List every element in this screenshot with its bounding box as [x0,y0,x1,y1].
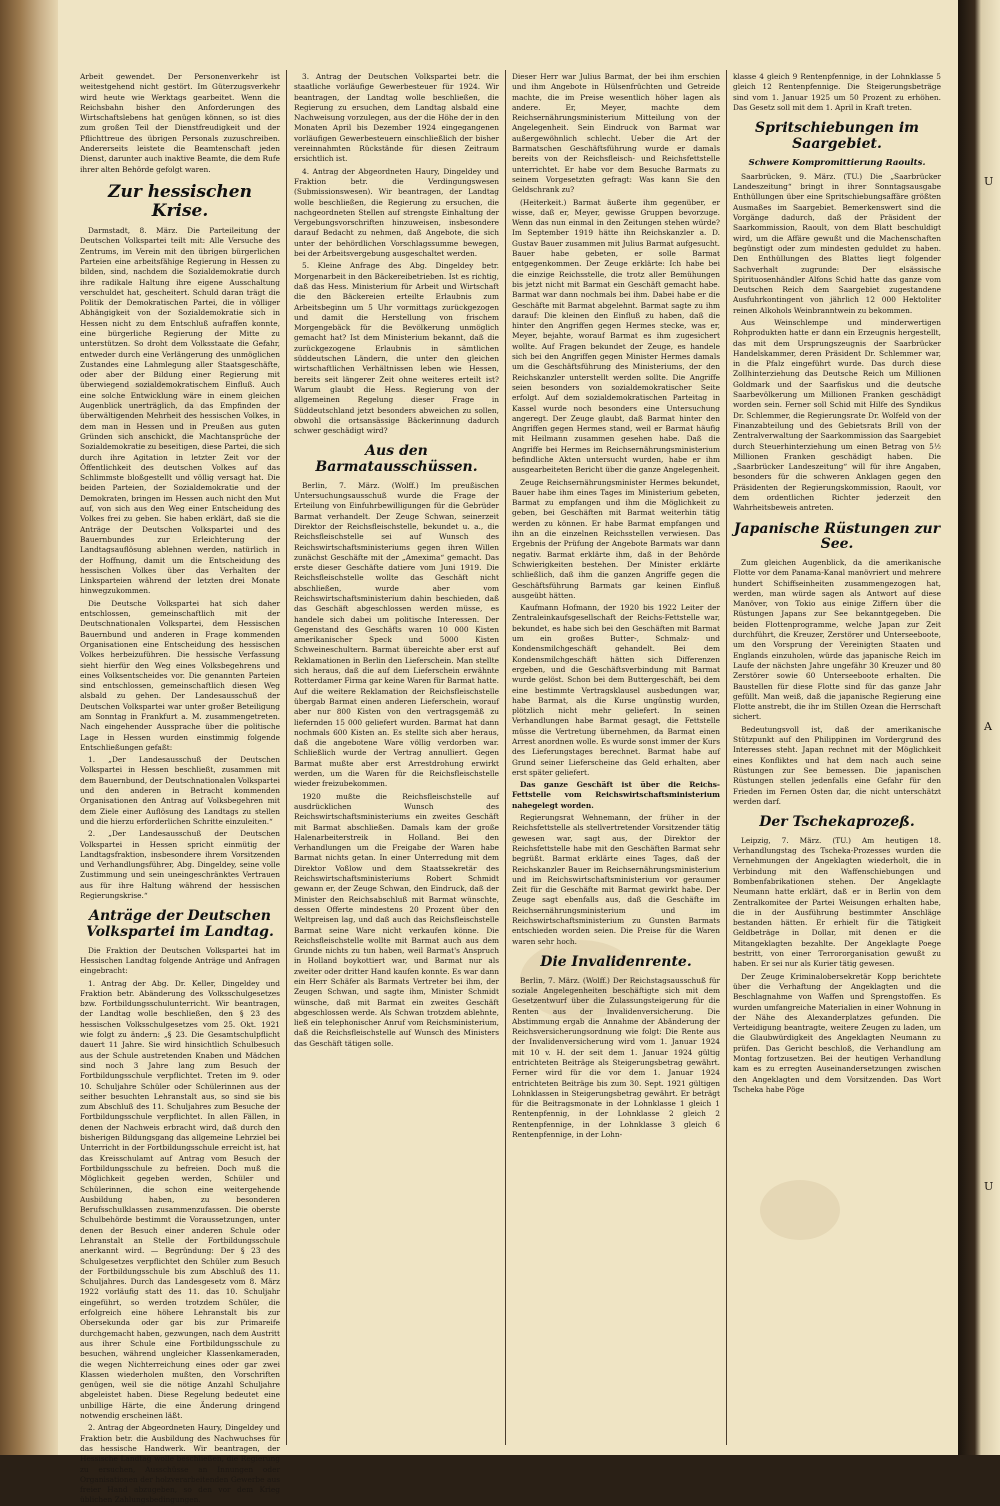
paragraph: Der Zeuge Kriminalobersekretär Kopp berichtete über die Verhaftung der Angeklagten und die Beschlagnahme von Waffen und Sprengstoffen. Es wurden umfangreiche Materialien in einer Wohnung in der Nähe des Alexanderplatzes gefunden. Die Verteidigung beantragte, weitere Zeugen zu laden, um die Glaubwürdigkeit des Angeklagten Neumann zu prüfen. Das Gericht beschloß, die Verhandlung am Montag fortzusetzen. Bei der heutigen Verhandlung kam es zu erregten Auseinandersetzungen zwischen den Angeklagten und dem Vorsitzenden. Das Wort Tscheka habe Pöge [733,971,941,1094]
column-1 [80,72,280,1505]
column-rule [286,70,287,1445]
paragraph: Arbeit gewendet. Der Personenverkehr ist weitestgehend nicht gestört. Im Güterzugsverkehr wird heute wie Werktags gearbeitet. Wenn die Reichsbahn bisher den Anforderungen des Wirtschaftslebens hat genügen können, so ist dies zum großen Teil der Dienstfreudigkeit und der Pflichttreue des übrigen Personals zuzuschreiben. Andererseits leistete die Beamtenschaft jeden Dienst, darunter auch inaktive Beamte, die dem Rufe ihrer alten Behörde gefolgt waren. [80,72,280,174]
paragraph: 2. Antrag der Abgeordneten Haury, Dingeldey und Fraktion betr. die Ausbildung des Nachwuchses für das hessische Handwerk. Wir beantragen, der Hessische Landtag wolle beschließen, die Regierung zu ersuchen, Ausschüsse an Innungen oder Organisationen der holzverarbeitenden Gewerbe aus freier Hand abzugeben, so den vor dem Krieg üblichen Zahlungsbedingungen. [80,1423,280,1505]
paragraph: 2. „Der Landesausschuß der Deutschen Volkspartei in Hessen spricht einmütig der Landtagsfraktion, insbesondere ihrem Vorsitzenden und Verhandlungsführer, Abg. Dingeldey, seine volle Zustimmung und sein uneingeschränktes Vertrauen aus für ihre Haltung während der hessischen Regierungskrise.“ [80,829,280,901]
paragraph: Zum gleichen Augenblick, da die amerikanische Flotte vor dem Panama-Kanal manövriert und mehrere hundert Schiffseinheiten zusammengezogen hat, werden, man würde sagen als Antwort auf diese Manöver, von Tokio aus einige Ziffern über die Rüstungen Japans zur See bekanntgegeben. Die beiden Flottenprogramme, welche Japan zur Zeit durchführt, die Kreuzer, Zerstörer und Unterseeboote, um den Vorsprung der Vereinigten Staaten und Englands einzuholen, würde das japanische Reich im Laufe der nächsten Jahre ungefähr 30 Kreuzer und 80 Zerstörer sowie 60 Unterseeboote erhalten. Die Baustellen für diese Flotte sind für das ganze Jahr gefüllt. Man weiß, daß die japanische Regierung eine Flotte anstrebt, die ihr im Stillen Ozean die Herrschaft sichert. [733,557,941,722]
column-4 [733,72,941,1442]
paragraph: Kaufmann Hofmann, der 1920 bis 1922 Leiter der Zentraleinkaufsgesellschaft der Reichs-Fettstelle war, bekundet, es habe sich bei den Geschäften mit Barmat um ein großes Butter-, Schmalz- und Kondensmilchgeschäft gehandelt. Bei dem Kondensmilchgeschäft hätten sich Differenzen ergeben, und die Geschäftsverbindung mit Barmat wurde gelöst. Schon bei dem Buttergeschäft, bei dem eine bestimmte Vertragsklausel ausbedungen war, habe Barmat, als die Kurse ungünstig wurden, plötzlich nicht mehr geliefert. In seinen Verhandlungen habe Barmat gesagt, die Fettstelle müsse die Vertretung übernehmen, da Barmat einen Arrest anordnen wolle. Es wurde sonst immer der Kurs des Lieferungstages berechnet. Barmat habe auf Grund seiner Lieferscheine das Geld erhalten, aber erst später geliefert. [512,603,720,777]
paragraph: Berlin, 7. März. (Wolff.) Der Reichstagsausschuß für soziale Angelegenheiten beschäftigte sich mit dem Gesetzentwurf über die Zulassungsteigerung für die Renten aus der Invalidenversicherung. Die Abstimmung ergab die Annahme der Abänderung der Reichsversicherungsordnung wie folgt: Die Rente aus der Invalidenversicherung wird vom 1. Januar 1924 mit 10 v. H. der seit dem 1. Januar 1924 gültig entrichteten Beiträge als Steigerungsbetrag gewährt. Ferner wird für die vor dem 1. Januar 1924 entrichteten Beiträge bis zum 30. Sept. 1921 gültigen Lohnklassen in Steigerungsbetrag gewährt. Er beträgt für die Beitragsmonate in der Lohnklasse 1 gleich 1 Rentenpfennig, in der Lohnklasse 2 gleich 2 Rentenpfennige, in der Lohnklasse 3 gleich 6 Rentenpfennige, in der Lohn- [512,975,720,1140]
headline-hessische-krise: Zur hessischen Krise. [108,181,252,221]
paragraph: Die Deutsche Volkspartei hat sich daher entschlossen, gemeinschaftlich mit der Deutschnationalen Volkspartei, dem Hessischen Bauernbund und anderen in Frage kommenden Organisationen eine Entscheidung des hessischen Volkes herbeizuführen. Die hessische Verfassung sieht hierfür den Weg eines Volksbegehrens und eines Volksentscheides vor. Die genannten Parteien sind entschlossen, gemeinschaftlich diesen Weg alsbald zu gehen. Der Landesausschuß der Deutschen Volkspartei war unter großer Beteiligung am Sonntag in Frankfurt a. M. zusammengetreten. Nach eingehender Aussprache über die politische Lage in Hessen wurden einstimmig folgende Entschließungen gefaßt: [80,598,280,752]
paragraph: 1. „Der Landesausschuß der Deutschen Volkspartei in Hessen beschließt, zusammen mit dem Bauernbund, der Deutschnationalen Volkspartei und den anderen in Betracht kommenden Organisationen den Antrag auf Volksbegehren mit dem Ziele einer Auflösung des Landtags zu stellen und die hierzu erforderlichen Schritte einzuleiten.“ [80,755,280,826]
column-rule [726,70,727,1445]
paragraph: 4. Antrag der Abgeordneten Haury, Dingeldey und Fraktion betr. die Verdingungswesen (Submissionswesen). Wir beantragen, der Landtag wolle beschließen, die Regierung zu ersuchen, die nachgeordneten Stellen auf strengste Einhaltung der Vergebungsvorschriften hinzuweisen, insbesondere darauf Bedacht zu nehmen, daß Angebote, die sich unter der behördlichen Vorschlagssumme bewegen, bei der Arbeitsvergebung ausgeschaltet werden. [294,166,499,259]
paragraph: 3. Antrag der Deutschen Volkspartei betr. die staatliche vorläufige Gewerbesteuer für 1924. Wir beantragen, der Landtag wolle beschließen, die Regierung zu ersuchen, dem Landtag alsbald eine Nachweisung vorzulegen, aus der die Höhe der in den Monaten April bis Dezember 1924 eingegangenen vorläufigen Gewerbesteuern einschließlich der bisher vereinnahmten Rückstände für diesen Zeitraum ersichtlich ist. [294,72,499,164]
headline-spritschiebungen: Spritschiebungen im Saargebiet. [755,120,919,152]
headline-antraege-dvp: Anträge der Deutschen Volkspartei im Landtag. [86,908,274,940]
paragraph: Saarbrücken, 9. März. (TU.) Die „Saarbrücker Landeszeitung“ bringt in ihrer Sonntagsausgabe Enthüllungen über eine Spritschiebungsaffäre größten Ausmaßes im Saargebiet. Bemerkenswert sind die Vorgänge dadurch, daß der Präsident der Saarkommission, Raoult, von dem Blatt beschuldigt wird, um die Affäre gewußt und die Machenschaften begünstigt oder zum mindesten geduldet zu haben. Den Enthüllungen des Blattes liegt folgender Sachverhalt zugrunde: Der elsässische Spirituosenhändler Alfons Schid hatte das ganze vom Deutschen Reich dem Saargebiet zugestandene Ausfuhrkontingent von jährlich 12 000 Hektoliter reinen Alkohols Weinbranntwein zu bekommen. [733,171,941,315]
adjacent-page-fragment: A [984,720,992,733]
paragraph: Die Fraktion der Deutschen Volkspartei hat im Hessischen Landtag folgende Anträge und Anfragen eingebracht: [80,945,280,976]
column-3 [512,72,720,1442]
subheadline-raoult: Schwere Kompromittierung Raoults. [748,157,926,168]
paragraph: Leipzig, 7. März. (TU.) Am heutigen 18. Verhandlungstag des Tscheka-Prozesses wurden die Vernehmungen der Angeklagten wiederholt, die in Verbindung mit den Waffenschiebungen und Bombenfabrikationen stehen. Der Angeklagte Neumann hatte erklärt, daß er in Berlin von dem Zentralkomitee der Partei Weisungen erhalten habe, die in der Ausführung bestimmter Anschläge bestanden hätten. Er erhielt für die Tätigkeit Geldbeträge in Dollar, mit denen er die Mitangeklagten bezahlte. Der Angeklagte Poege bestritt, von einer Terrororganisation gewußt zu haben. Er sei nur als Kurier tätig gewesen. [733,835,941,969]
paragraph: Das ganze Geschäft ist über die Reichs-Fettstelle vom Reichswirtschaftsministerium nahegelegt worden. [512,780,720,810]
headline-japanische-ruestungen: Japanische Rüstungen zur See. [733,520,941,553]
paragraph: 1. Antrag der Abg. Dr. Keller, Dingeldey und Fraktion betr. Abänderung des Volksschulgesetzes bzw. Fortbildungsschulunterricht. Wir beantragen, der Landtag wolle beschließen, den § 23 des hessischen Volksschulgesetzes vom 25. Okt. 1921 wie folgt zu ändern: „§ 23. Die Gesamtschulpflicht dauert 11 Jahre. Sie wird hinsichtlich Schulbesuch aus der Schule austretenden Knaben und Mädchen sind noch 3 Jahre lang zum Besuch der Fortbildungsschule verpflichtet. Treten im 9. oder 10. Schuljahre Schüler oder Schülerinnen aus der seither besuchten Lehranstalt aus, so sind sie bis zum Abschluß des 11. Schuljahres zum Besuche der Fortbildungsschule verpflichtet. In allen Fällen, in denen der Nachweis erbracht wird, daß durch den bisherigen Bildungsgang das allgemeine Lehrziel bei Unterricht in der Fortbildungsschule erreicht ist, hat das Kreisschulamt auf Antrag vom Besuch der Fortbildungsschule zu befreien. Doch muß die Möglichkeit gegeben werden, Schüler und Schülerinnen, die schon eine weitergehende Ausbildung haben, zu besonderen Berufsschulklassen zusammenzufassen. Die oberste Schulbehörde bestimmt die Voraussetzungen, unter denen der Besuch einer anderen Schule oder Lehranstalt an Stelle der Fortbildungsschule anerkannt wird. — Begründung: Der § 23 des Schulgesetzes verpflichtet den Schüler zum Besuch der Fortbildungsschule bis zum Abschluß des 11. Schuljahres. Durch das Landesgesetz vom 8. März 1922 vorläufig statt des 11. das 10. Schuljahr eingeführt, so werden trotzdem Schüler, die erfolgreich eine höhere Lehranstalt bis zur Obersekunda oder gar bis zur Primareife durchgemacht haben, gezwungen, nach dem Austritt aus ihrer Schule eine Fortbildungsschule zu besuchen, während ungleicher Klassenkameraden, die wegen Nichterreichung eines oder gar zwei Klassen wiederholen mußten, den Vorschriften genügen, weil sie die nötige Anzahl Schuljahre abgeleistet haben. Diese Regelung bedeutet eine unbillige Härte, die eine Änderung dringend notwendig erscheinen läßt. [80,978,280,1421]
paragraph: Darmstadt, 8. März. Die Parteileitung der Deutschen Volkspartei teilt mit: Alle Versuche des Zentrums, im Verein mit den übrigen bürgerlichen Parteien eine arbeitsfähige Regierung in Hessen zu bilden, sind, nachdem die Sozialdemokratie durch ihre radikale Haltung ihre eigene Ausschaltung verschuldet hat, gescheitert. Schuld daran trägt die Politik der Demokratischen Partei, die in völliger Abhängigkeit von der Sozialdemokratie sich in Hessen nicht zu dem Entschluß aufraffen konnte, eine bürgerliche Regierung der Mitte zu unterstützen. So droht dem Volksstaate die Gefahr, entweder durch eine Verlängerung des unmöglichen Zustandes eine Lahmlegung aller Staatsgeschäfte, oder aber der Bildung einer Regierung mit überwiegend sozialdemokratischem Einfluß. Auch eine solche Entwicklung wäre in einem gleichen Augenblick unerträglich, da das Empfinden der überwältigenden Mehrheit des hessischen Volkes, in dem man in Hessen und in Preußen aus guten Gründen sich anschickt, die Machtansprüche der Sozialdemokratie zu beseitigen, diese Partei, die sich durch ihre Agitation in letzter Zeit vor der Öffentlichkeit des deutschen Volkes auf das Schlimmste bloßgestellt und völlig versagt hat. Die beiden Parteien, der Sozialdemokratie und der Demokraten, bringen im Hessen auch nicht den Mut auf, von sich aus den Weg einer Entscheidung des Volkes frei zu geben. Sie haben erklärt, daß sie die Anträge der Deutschen Volkspartei und des Bauernbundes zur Erleichterung der Landtagsauflösung ablehnen werden, natürlich in der Hoffnung, damit um die Entscheidung des hessischen Volkes über das Verhalten der Linksparteien während der letzten drei Monate hinwegzukommen. [80,226,280,596]
adjacent-page-fragment: U [984,1180,994,1193]
adjacent-page-edge [958,0,1000,1455]
paragraph: Berlin, 7. März. (Wolff.) Im preußischen Untersuchungsausschuß wurde die Frage der Erteilung von Einfuhrbewilligungen für die Gebrüder Barmat verhandelt. Der Zeuge Schwan, seinerzeit Direktor der Reichsfleischstelle, bekundet u. a., die Reichsfleischstelle sei auf Wunsch des Reichswirtschaftsministeriums gegen ihren Willen zunächst Geschäfte mit der „Amexima“ gemacht. Das erste dieser Geschäfte datiere vom Juni 1919. Die Reichsfleischstelle wollte das Geschäft nicht abschließen, wurde aber vom Reichswirtschaftsministerium dahin beschieden, daß das Geschäft abgeschlossen werden müsse, es handele sich dabei um politische Interessen. Der Gegenstand des Geschäfts waren 10 000 Kisten amerikanischer Speck und 5000 Kisten Schweineschultern. Barmat übereichte aber erst auf Reklamationen in Berlin den Lieferschein. Man stellte sich heraus, daß die auf dem Lieferschein erwähnte Rotterdamer Firma gar keine Waren für Barmat hatte. Auf die weitere Reklamation der Reichsfleischstelle übergab Barmat einen anderen Lieferschein, worauf aber nur 800 Kisten von den vertragsgemäß zu liefernden 15 000 geliefert wurden. Barmat hat dann nochmals 600 Kisten an. Es stellte sich aber heraus, daß die angebotene Ware völlig verdorben war. Schließlich wurde der Vertrag annulliert. Gegen Barmat mußte aber erst Arrestdrohung erwirkt werden, um die Waren für die Reichsfleischstelle wieder freizubekommen. [294,480,499,789]
column-rule [505,70,506,1445]
adjacent-page-fragment: U [984,175,994,188]
paragraph: Bedeutungsvoll ist, daß der amerikanische Stützpunkt auf den Philippinen im Vordergrund des Interesses steht. Japan rechnet mit der Möglichkeit eines Konfliktes und hat dem nach auch seine Rüstungen zur See bemessen. Die japanischen Rüstungen stellen jedenfalls eine Gefahr für den Frieden im Fernen Osten dar, die nicht unterschätzt werden darf. [733,724,941,806]
headline-barmatausschuesse: Aus den Barmatausschüssen. [315,443,478,476]
paragraph: Dieser Herr war Julius Barmat, der bei ihm erschien und ihm Angebote in Hülsenfrüchten und Getreide machte, die im Preise wesentlich höher lagen als andere. Er, Meyer, machte dem Reichsernährungsministerium Mitteilung von der Angelegenheit. Sein Eindruck von Barmat war außergewöhnlich schlecht. Ueber die Art der Barmatschen Geschäftsführung wurde er damals bereits von der Reichsfleisch- und Reichsfettstelle unterrichtet. Er habe vor dem Besuche Barmats zu seinem Vorgesetzten gefragt: Was kann Sie den Geldschrank zu? [512,72,720,195]
paragraph: Aus Weinschlempe und minderwertigen Rohprodukten hatte er dann ein Erzeugnis hergestellt, das mit dem Ursprungszeugnis der Saarbrücker Handelskammer, deren Präsident Dr. Schlemmer war, in die Pfalz eingeführt wurde. Das durch diese Zollhinterziehung das Deutsche Reich um Millionen Goldmark und der Saarfiskus und die deutsche Saarbevölkerung um Millionen Franken geschädigt worden sein. Ferner soll Schid mit Hilfe des Syndikus Dr. Schlemmer, die Regierungsrate Dr. Wolfeld von der Finanzabteilung und des Gebietsrats Brill von der Zentralverwaltung der Saarkommission das Saargebiet durch Steuerhinterziehung um einen Betrag von 5½ Millionen Franken geschädigt haben. Die „Saarbrücker Landeszeitung“ will für ihre Angaben, besonders für die schweren Anklagen gegen den Präsidenten der Regierungskommission, Raoult, vor dem ordentlichen Richter jederzeit den Wahrheitsbeweis antreten. [733,317,941,513]
paragraph: 5. Kleine Anfrage des Abg. Dingeldey betr. Morgenarbeit in den Bäckereibetrieben. Ist es richtig, daß das Hess. Ministerium für Arbeit und Wirtschaft die den Bäckereien erteilte Erlaubnis zum Arbeitsbeginn um 5 Uhr vormittags zurückgezogen und damit die Herstellung von frischem Morgengebäck für die Bevölkerung unmöglich gemacht hat? Ist dem Ministerium bekannt, daß die zurückgezogene Erlaubnis in sämtlichen süddeutschen Ländern, die unter den gleichen wirtschaftlichen Verhältnissen leben wie Hessen, bereits seit längerer Zeit ohne weiteres erteilt ist? Warum glaubt die Hess. Regierung von der allgemeinen Regelung dieser Frage in Süddeutschland jetzt besonders abweichen zu sollen, obwohl die ortsansässige Bäckerinnung dadurch schwer geschädigt wird? [294,261,499,436]
paragraph: Regierungsrat Wehnemann, der früher in der Reichsfettstelle als stellvertretender Vorsitzender tätig gewesen war, sagt aus, der Direktor der Reichsfettstelle habe mit den Geschäften Barmat sehr begrüßt. Barmat erklärte eines Tages, daß der Reichskanzler Bauer im Reichsernährungsministerium und im Reichswirtschaftsministerium vor geraumer Zeit für die Geschäfte mit Barmat gewirkt habe. Der Zeuge sagt ebenfalls aus, daß die Geschäfte im Reichsernährungsministerium und im Reichswirtschaftsministerium zu Gunsten Barmats entschieden worden seien. Die Preise für die Waren waren sehr hoch. [512,813,720,946]
headline-invalidenrente: Die Invalidenrente. [540,953,692,970]
paragraph: Zeuge Reichsernährungsminister Hermes bekundet, Bauer habe ihm eines Tages im Ministerium gebeten, Barmat zu empfangen und ihm die Möglichkeit zu geben, bei Geschäften mit Barmat weiterhin tätig werden zu können. Er habe Barmat empfangen und ihn an die einzelnen Reichsstellen verwiesen. Das Ergebnis der Prüfung der Angebote Barmats war dann negativ. Barmat erklärte ihm, daß in der Behörde Schwierigkeiten bestehen. Der Minister erklärte schließlich, daß ihm die ganzen Angriffe gegen die Geschäftsführung Barmats gar keinen Einfluß ausgeübt hätten. [512,477,720,600]
paragraph: klasse 4 gleich 9 Rentenpfennige, in der Lohnklasse 5 gleich 12 Rentenpfennige. Die Steigerungsbeträge sind vom 1. Januar 1925 um 50 Prozent zu erhöhen. Das Gesetz soll mit dem 1. April in Kraft treten. [733,72,941,112]
paragraph: 1920 mußte die Reichsfleischstelle auf ausdrücklichen Wunsch des Reichswirtschaftsministeriums ein zweites Geschäft mit Barmat abschließen. Damals kam der große Halenarbeiterstreik in Holland. Bei den Verhandlungen um die Freigabe der Waren habe Barmat nichts getan. In einer Unterredung mit dem Direktor Voßlow und dem Staatssekretär des Reichswirtschaftsministeriums Robert Schmidt gewann er, der Zeuge Schwan, den Eindruck, daß der Minister den Reichsabschluß mit Barmat wünschte, dessen Offerte mindestens 20 Prozent über den Weltpreisen lag, und daß auch das Reichsfleischstelle Barmat seine Ware nicht verkaufen könne. Die Reichsfleischstelle wollte mit Barmat auch aus dem Grunde nichts zu tun haben, weil Barmat's Anspruch in Holland boykottiert war, und Barmat nur als zweiter oder dritter Hand kaufen konnte. Es war dann ein Herr Schäfer als Barmats Vertreter bei ihm, der Zeugen Schwan, und sagte ihm, Minister Schmidt wünsche, daß mit Barmat ein zweites Geschäft abgeschlossen werde. Als Schwan trotzdem ablehnte, ließ ein telephonischer Anruf vom Reichsministerium, daß die Reichsfleischstelle auf Wunsch des Ministers das Geschäft tätigen solle. [294,791,499,1048]
book-spine [0,0,58,1455]
column-2 [294,72,499,1442]
headline-tschekaprozess: Der Tschekaprozeß. [759,814,915,831]
paragraph: (Heiterkeit.) Barmat äußerte ihm gegenüber, er wisse, daß er, Meyer, gewisse Gruppen bevorzuge. Wenn das nun einmal in den Zeitungen stehen würde? Im September 1919 hätte ihn Reichskanzler a. D. Gustav Bauer zusammen mit Julius Barmat aufgesucht. Bauer habe gebeten, er solle Barmat entgegenkommen. Der Zeuge erklärte: Ich habe bei die einzige Reichsstelle, die trotz aller Bemühungen bis jetzt nicht mit Barmat ein Geschäft gemacht habe. Barmat war dann nochmals bei ihm. Dabei habe er die Geschäfte mit Barmat abgelehnt. Barmat sagte zu ihm darauf: Die kleinen den Einfluß zu haben, daß die hinter den Angriffen gegen Hermes stecke, was er, Meyer, bejahte, worauf Barmat es ihm zugesichert wollte. Auf Fragen bekundet der Zeuge, es handele sich bei den Angriffen gegen Minister Hermes damals um die Geschäftsführung des Ministeriums, der den Reichskanzler unterstellt werden sollte. Die Angriffe seien besonders von sozialdemokratischer Seite erfolgt. Auf dem sozialdemokratischen Parteitag in Kassel wurde noch besonders eine Untersuchung angeregt. Der Zeuge glaubt, daß Barmat hinter den Angriffen gegen Hermes stand, weil er Barmat häufig mit Heilmann zusammen gesehen habe. Daß die Angriffe bei Hermes im Reichsernährungsministerium befindliche Akten untersucht wurden, habe er ihm ausgearbeiteten Bericht über die ganze Angelegenheit. [512,197,720,475]
